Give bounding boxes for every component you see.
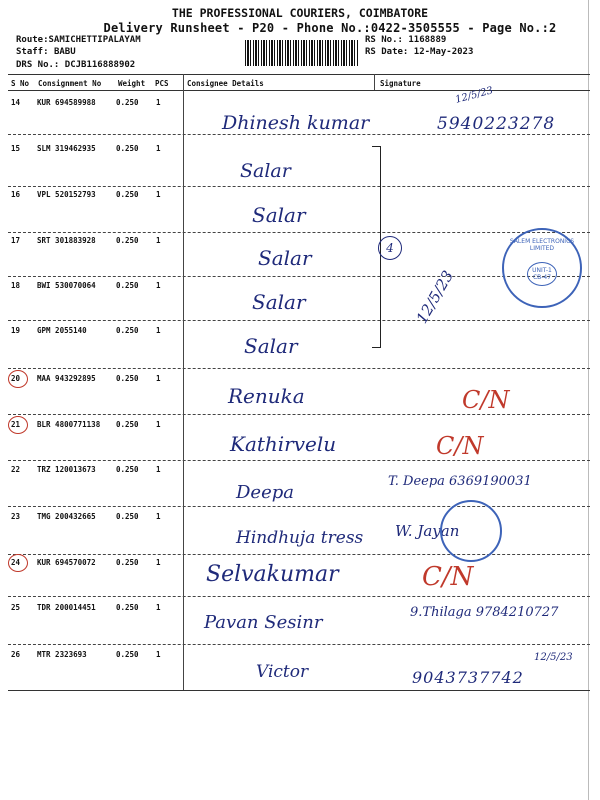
consignee-handwriting: Selvakumar bbox=[206, 562, 339, 587]
row-pcs: 1 bbox=[156, 465, 161, 474]
col-consignee: Consignee Details bbox=[187, 79, 264, 88]
row-pcs: 1 bbox=[156, 374, 161, 383]
row-pcs: 1 bbox=[156, 98, 161, 107]
row-pcs: 1 bbox=[156, 190, 161, 199]
row-pcs: 1 bbox=[156, 236, 161, 245]
row-weight: 0.250 bbox=[116, 144, 139, 153]
consignee-handwriting: Kathirvelu bbox=[230, 432, 337, 456]
staff-line: Staff: BABU bbox=[16, 47, 76, 57]
row-pcs: 1 bbox=[156, 326, 161, 335]
signature-date: 12/5/23 bbox=[454, 85, 495, 106]
row-pcs: 1 bbox=[156, 603, 161, 612]
row-sno: 16 bbox=[11, 190, 21, 199]
row-sno: 15 bbox=[11, 144, 21, 153]
consignee-handwriting: Dhinesh kumar bbox=[222, 112, 370, 134]
page-edge bbox=[588, 0, 589, 800]
signature-handwriting: 12/5/23 bbox=[412, 267, 458, 327]
staff-value: BABU bbox=[53, 47, 76, 57]
row-pcs: 1 bbox=[156, 650, 161, 659]
consignee-handwriting: Salar bbox=[252, 203, 306, 227]
row-sno: 26 bbox=[11, 650, 21, 659]
row-sno: 17 bbox=[11, 236, 21, 245]
row-weight: 0.250 bbox=[116, 281, 139, 290]
col-pcs: PCS bbox=[155, 79, 169, 88]
signature-date: 12/5/23 bbox=[534, 652, 573, 663]
row-sno: 20 bbox=[11, 374, 21, 383]
row-weight: 0.250 bbox=[116, 650, 139, 659]
row-consignment: TDR 200014451 bbox=[37, 603, 96, 612]
row-separator bbox=[8, 414, 590, 415]
company-stamp: SALEM ELECTRONICS LIMITED UNIT-1 CB-47 bbox=[502, 228, 582, 308]
consignee-handwriting: Salar bbox=[252, 290, 306, 314]
signature-handwriting: C/N bbox=[436, 432, 484, 460]
row-weight: 0.250 bbox=[116, 465, 139, 474]
col-signature: Signature bbox=[380, 79, 421, 88]
row-separator bbox=[8, 460, 590, 461]
table-bottom-border bbox=[8, 690, 590, 691]
consignee-handwriting: Renuka bbox=[228, 384, 305, 408]
consignee-handwriting: Hindhuja tress bbox=[236, 528, 364, 548]
row-consignment: MTR 2323693 bbox=[37, 650, 87, 659]
rs-no-line: RS No.: 1168889 bbox=[365, 35, 447, 45]
row-sno: 14 bbox=[11, 98, 21, 107]
row-consignment: SLM 319462935 bbox=[37, 144, 96, 153]
row-consignment: GPM 2055140 bbox=[37, 326, 87, 335]
consignee-handwriting: Salar bbox=[240, 160, 291, 182]
row-separator bbox=[8, 134, 590, 135]
route-value: SAMICHETTIPALAYAM bbox=[48, 35, 141, 45]
row-weight: 0.250 bbox=[116, 326, 139, 335]
signature-handwriting: 9.Thilaga 9784210727 bbox=[410, 605, 559, 620]
signature-handwriting: 9043737742 bbox=[412, 668, 524, 687]
row-sno: 18 bbox=[11, 281, 21, 290]
drs-value: DCJB116888902 bbox=[64, 60, 136, 70]
table-top-border bbox=[8, 74, 590, 75]
row-weight: 0.250 bbox=[116, 558, 139, 567]
row-sno: 25 bbox=[11, 603, 21, 612]
rs-no-value: 1168889 bbox=[408, 35, 447, 45]
document-title: THE PROFESSIONAL COURIERS, COIMBATORE bbox=[171, 6, 429, 20]
row-weight: 0.250 bbox=[116, 374, 139, 383]
signature-handwriting: 5940223278 bbox=[437, 114, 556, 134]
drs-line: DRS No.: DCJB116888902 bbox=[16, 60, 136, 70]
row-weight: 0.250 bbox=[116, 420, 139, 429]
consignee-handwriting: Salar bbox=[258, 246, 312, 270]
round-stamp bbox=[440, 500, 502, 562]
row-separator bbox=[8, 232, 590, 233]
row-pcs: 1 bbox=[156, 281, 161, 290]
col-divider bbox=[183, 74, 184, 90]
row-separator bbox=[8, 644, 590, 645]
row-weight: 0.250 bbox=[116, 236, 139, 245]
row-sno: 23 bbox=[11, 512, 21, 521]
row-weight: 0.250 bbox=[116, 98, 139, 107]
row-consignment: KUR 694570072 bbox=[37, 558, 96, 567]
row-separator bbox=[8, 554, 590, 555]
row-consignment: MAA 943292895 bbox=[37, 374, 96, 383]
row-weight: 0.250 bbox=[116, 190, 139, 199]
row-separator bbox=[8, 186, 590, 187]
col-weight: Weight bbox=[118, 79, 146, 88]
row-separator bbox=[8, 506, 590, 507]
signature-handwriting: C/N bbox=[422, 562, 474, 592]
row-pcs: 1 bbox=[156, 144, 161, 153]
barcode bbox=[245, 40, 358, 66]
row-consignment: VPL 520152793 bbox=[37, 190, 96, 199]
consignee-handwriting: Victor bbox=[256, 662, 309, 682]
route-line: Route:SAMICHETTIPALAYAM bbox=[16, 35, 141, 45]
row-sno: 21 bbox=[11, 420, 21, 429]
row-sno: 22 bbox=[11, 465, 21, 474]
consignee-handwriting: Pavan Sesinr bbox=[204, 612, 323, 633]
row-separator bbox=[8, 320, 590, 321]
row-weight: 0.250 bbox=[116, 603, 139, 612]
row-sno: 19 bbox=[11, 326, 21, 335]
row-sno: 24 bbox=[11, 558, 21, 567]
col-consignment: Consignment No bbox=[38, 79, 102, 88]
row-separator bbox=[8, 596, 590, 597]
row-consignment: BLR 4800771138 bbox=[37, 420, 101, 429]
signature-handwriting: W. Jayan bbox=[395, 522, 460, 540]
consignee-handwriting: Deepa bbox=[236, 482, 294, 503]
row-consignment: TRZ 120013673 bbox=[37, 465, 96, 474]
col-sno: S No bbox=[11, 79, 30, 88]
signature-handwriting: C/N bbox=[462, 386, 510, 414]
row-pcs: 1 bbox=[156, 420, 161, 429]
row-pcs: 1 bbox=[156, 512, 161, 521]
rs-date-value: 12-May-2023 bbox=[413, 47, 474, 57]
row-consignment: KUR 694589988 bbox=[37, 98, 96, 107]
row-pcs: 1 bbox=[156, 558, 161, 567]
row-consignment: TMG 200432665 bbox=[37, 512, 96, 521]
group-count: 4 bbox=[378, 236, 402, 260]
consignee-handwriting: Salar bbox=[244, 334, 298, 358]
col-divider bbox=[374, 74, 375, 90]
col-divider bbox=[183, 90, 184, 690]
row-weight: 0.250 bbox=[116, 512, 139, 521]
table-header-border bbox=[8, 90, 590, 91]
row-separator bbox=[8, 368, 590, 369]
row-consignment: SRT 301883928 bbox=[37, 236, 96, 245]
row-consignment: BWI 530070064 bbox=[37, 281, 96, 290]
signature-handwriting: T. Deepa 6369190031 bbox=[388, 474, 532, 489]
document-subtitle: Delivery Runsheet - P20 - Phone No.:0422-3505555 - Page No.:2 bbox=[103, 21, 557, 35]
rs-date-line: RS Date: 12-May-2023 bbox=[365, 47, 474, 57]
